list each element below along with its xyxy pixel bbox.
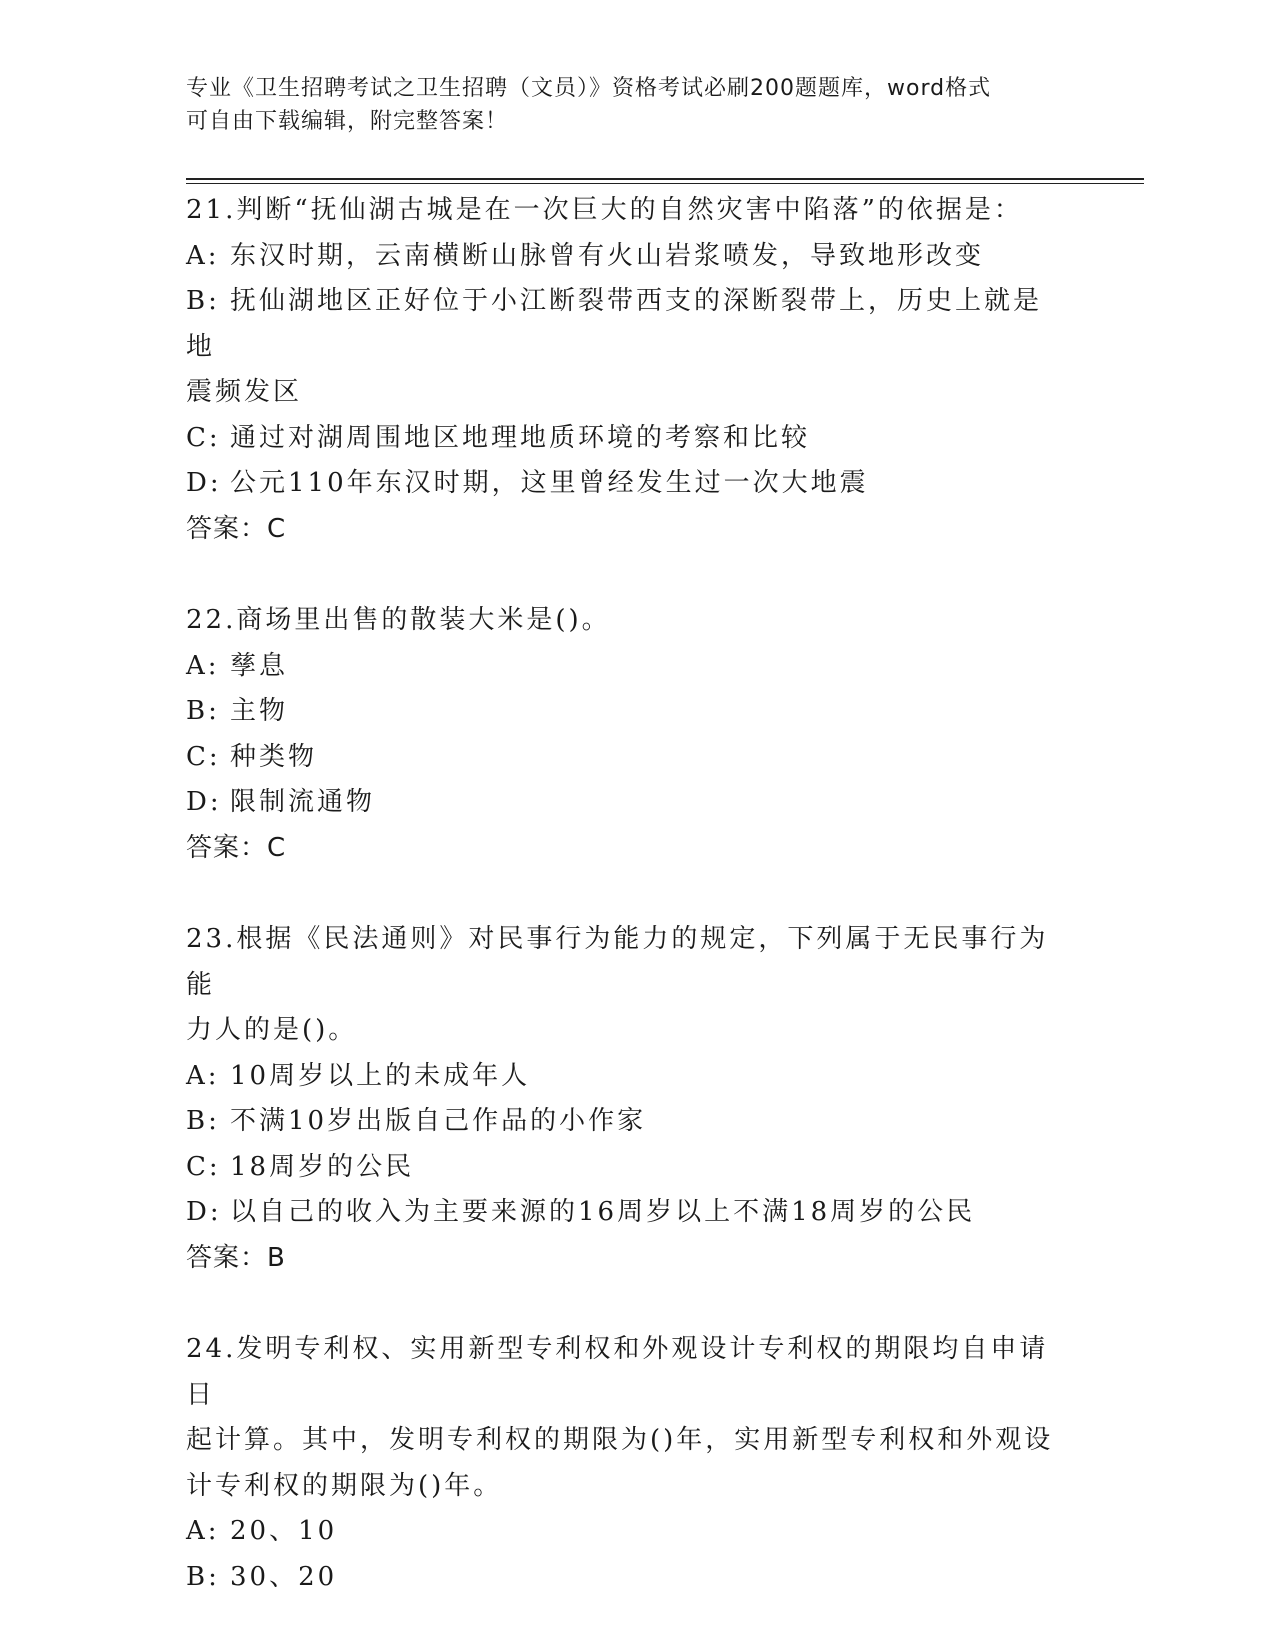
option-key: B: — [186, 696, 220, 726]
header-line-1: 专业《卫生招聘考试之卫生招聘（文员）》资格考试必刷200题题库，word格式 — [186, 76, 992, 101]
option-key: B: — [186, 1106, 220, 1136]
question-block — [186, 188, 1066, 552]
answer-key: 答案：B — [186, 1242, 286, 1273]
option-key: C: — [186, 1151, 221, 1182]
answer-option — [186, 780, 1066, 826]
answer-option: 震频发区 — [186, 377, 303, 407]
option-key: A: — [186, 650, 220, 681]
option-key: C: — [186, 741, 221, 772]
option-key: B: — [186, 286, 220, 316]
answer-option — [186, 279, 1066, 370]
option-text: 以自己的收入为主要来源的16周岁以上不满18周岁的公民 — [230, 1197, 976, 1227]
question-list — [186, 188, 1066, 1646]
option-text: 通过对湖周围地区地理地质环境的考察和比较 — [230, 422, 811, 453]
header-divider-thick — [186, 178, 1144, 180]
header-divider-thin — [186, 183, 1144, 184]
option-text: 限制流通物 — [230, 787, 376, 817]
option-key: A: — [186, 1060, 220, 1091]
answer-option — [186, 1145, 1066, 1191]
option-key: A: — [186, 1516, 220, 1546]
option-key: D: — [186, 1197, 222, 1227]
question-block — [186, 1327, 1066, 1600]
header-line-2: 可自由下载编辑，附完整答案！ — [186, 109, 509, 134]
answer-option — [186, 1555, 1066, 1601]
option-text: 种类物 — [230, 741, 318, 772]
option-text: 30、20 — [230, 1561, 338, 1592]
option-text: 主物 — [230, 696, 289, 726]
answer-option — [186, 461, 1066, 507]
question-stem: 21.判断“抚仙湖古城是在一次巨大的自然灾害中陷落”的依据是： — [186, 195, 1023, 225]
option-key: A: — [186, 240, 220, 271]
answer-option — [186, 644, 1066, 690]
option-key: B: — [186, 1561, 220, 1592]
option-text: 18周岁的公民 — [230, 1151, 415, 1182]
option-key: C: — [186, 422, 221, 453]
question-stem: 22.商场里出售的散装大米是()。 — [186, 605, 611, 635]
question-stem: 力人的是()。 — [186, 1015, 358, 1045]
answer-key: 答案：C — [186, 832, 287, 863]
document-header — [186, 72, 1066, 138]
option-text: 抚仙湖地区正好位于小江断裂带西支的深断裂带上，历史上就是地 — [186, 286, 1043, 362]
answer-option — [186, 234, 1066, 280]
option-text: 孳息 — [230, 650, 289, 681]
question-block — [186, 598, 1066, 871]
question-stem: 起计算。其中，发明专利权的期限为()年，实用新型专利权和外观设 — [186, 1425, 1054, 1455]
option-text: 东汉时期，云南横断山脉曾有火山岩浆喷发，导致地形改变 — [230, 240, 985, 271]
answer-option — [186, 1509, 1066, 1555]
option-key: D: — [186, 468, 222, 498]
option-key: D: — [186, 787, 222, 817]
answer-option — [186, 689, 1066, 735]
question-stem: 23.根据《民法通则》对民事行为能力的规定，下列属于无民事行为能 — [186, 924, 1049, 1000]
option-text: 20、10 — [230, 1516, 338, 1546]
question-stem: 计专利权的期限为()年。 — [186, 1470, 503, 1501]
answer-option — [186, 1099, 1066, 1145]
answer-option — [186, 416, 1066, 462]
option-text: 10周岁以上的未成年人 — [230, 1060, 531, 1091]
question-block — [186, 917, 1066, 1281]
option-text: 公元110年东汉时期，这里曾经发生过一次大地震 — [230, 468, 869, 498]
answer-option — [186, 1190, 1066, 1236]
answer-key: 答案：C — [186, 513, 287, 544]
question-stem: 24.发明专利权、实用新型专利权和外观设计专利权的期限均自申请日 — [186, 1334, 1049, 1410]
answer-option — [186, 1054, 1066, 1100]
option-text: 不满10岁出版自己作品的小作家 — [230, 1106, 647, 1136]
answer-option — [186, 735, 1066, 781]
